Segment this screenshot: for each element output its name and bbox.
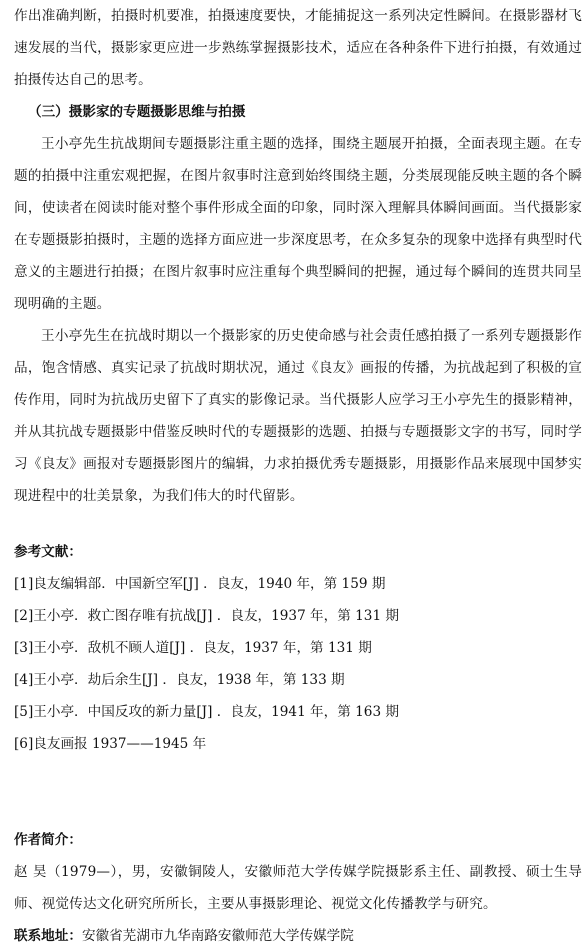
paragraph-intro: 作出准确判断，拍摄时机要准，拍摄速度要快，才能捕捉这一系列决定性瞬间。在摄影器材飞速发展的当代，摄影家更应进一步熟练掌握摄影技术，适应在各种条件下进行拍摄，有效通过拍摄传达自己的思考。 <box>14 8 582 88</box>
document-page <box>14 0 582 952</box>
author-bio: 赵 昊（1979—），男，安徽铜陵人，安徽师范大学传媒学院摄影系主任、副教授、硕士生导师、视觉传达文化研究所所长，主要从事摄影理论、视觉文化传播教学与研究。 <box>14 864 582 912</box>
reference-item: [2]王小亭．救亡图存唯有抗战[J] ．良友，1937 年，第 131 期 <box>14 608 400 624</box>
reference-item: [1]良友编辑部．中国新空军[J] ．良友，1940 年，第 159 期 <box>14 576 386 592</box>
contact-address <box>14 920 582 952</box>
references-heading: 参考文献： <box>14 544 82 560</box>
reference-item: [4]王小亭．劫后余生[J] ．良友，1938 年，第 133 期 <box>14 672 345 688</box>
reference-item: [3]王小亭．敌机不顾人道[J] ．良友，1937 年，第 131 期 <box>14 640 372 656</box>
reference-item: [5]王小亭．中国反攻的新力量[J] ．良友，1941 年，第 163 期 <box>14 704 400 720</box>
reference-item: [6]良友画报 1937——1945 年 <box>14 736 207 752</box>
contact-value: 安徽省芜湖市九华南路安徽师范大学传媒学院 <box>81 928 354 944</box>
spacer <box>14 760 582 824</box>
spacer <box>14 512 582 536</box>
paragraph-conclusion: 王小亭先生在抗战时期以一个摄影家的历史使命感与社会责任感拍摄了一系列专题摄影作品，饱含情感、真实记录了抗战时期状况，通过《良友》画报的传播，为抗战起到了积极的宣传作用，同时为抗战历史留下了真实的影像记录。当代摄影人应学习王小亭先生的摄影精神，并从其抗战专题摄影中借鉴反映时代的专题摄影的选题、拍摄与专题摄影文字的书写，同时学习《良友》画报对专题摄影图片的编辑，力求拍摄优秀专题摄影，用摄影作品来展现中国梦实现进程中的壮美景象，为我们伟大的时代留影。 <box>14 328 582 504</box>
section-heading: （三）摄影家的专题摄影思维与拍摄 <box>28 104 246 120</box>
paragraph-theme: 王小亭先生抗战期间专题摄影注重主题的选择，围绕主题展开拍摄，全面表现主题。在专题的拍摄中注重宏观把握，在图片叙事时注意到始终围绕主题，分类展现能反映主题的各个瞬间，使读者在阅读时能对整个事件形成全面的印象，同时深入理解具体瞬间画面。当代摄影家在专题摄影拍摄时，主题的选择方面应进一步深度思考，在众多复杂的现象中选择有典型时代意义的主题进行拍摄；在图片叙事时应注重每个典型瞬间的把握，通过每个瞬间的连贯共同呈现明确的主题。 <box>14 136 582 312</box>
contact-label: 联系地址： <box>14 928 82 944</box>
author-heading: 作者简介： <box>14 832 82 848</box>
references-list <box>14 568 582 760</box>
